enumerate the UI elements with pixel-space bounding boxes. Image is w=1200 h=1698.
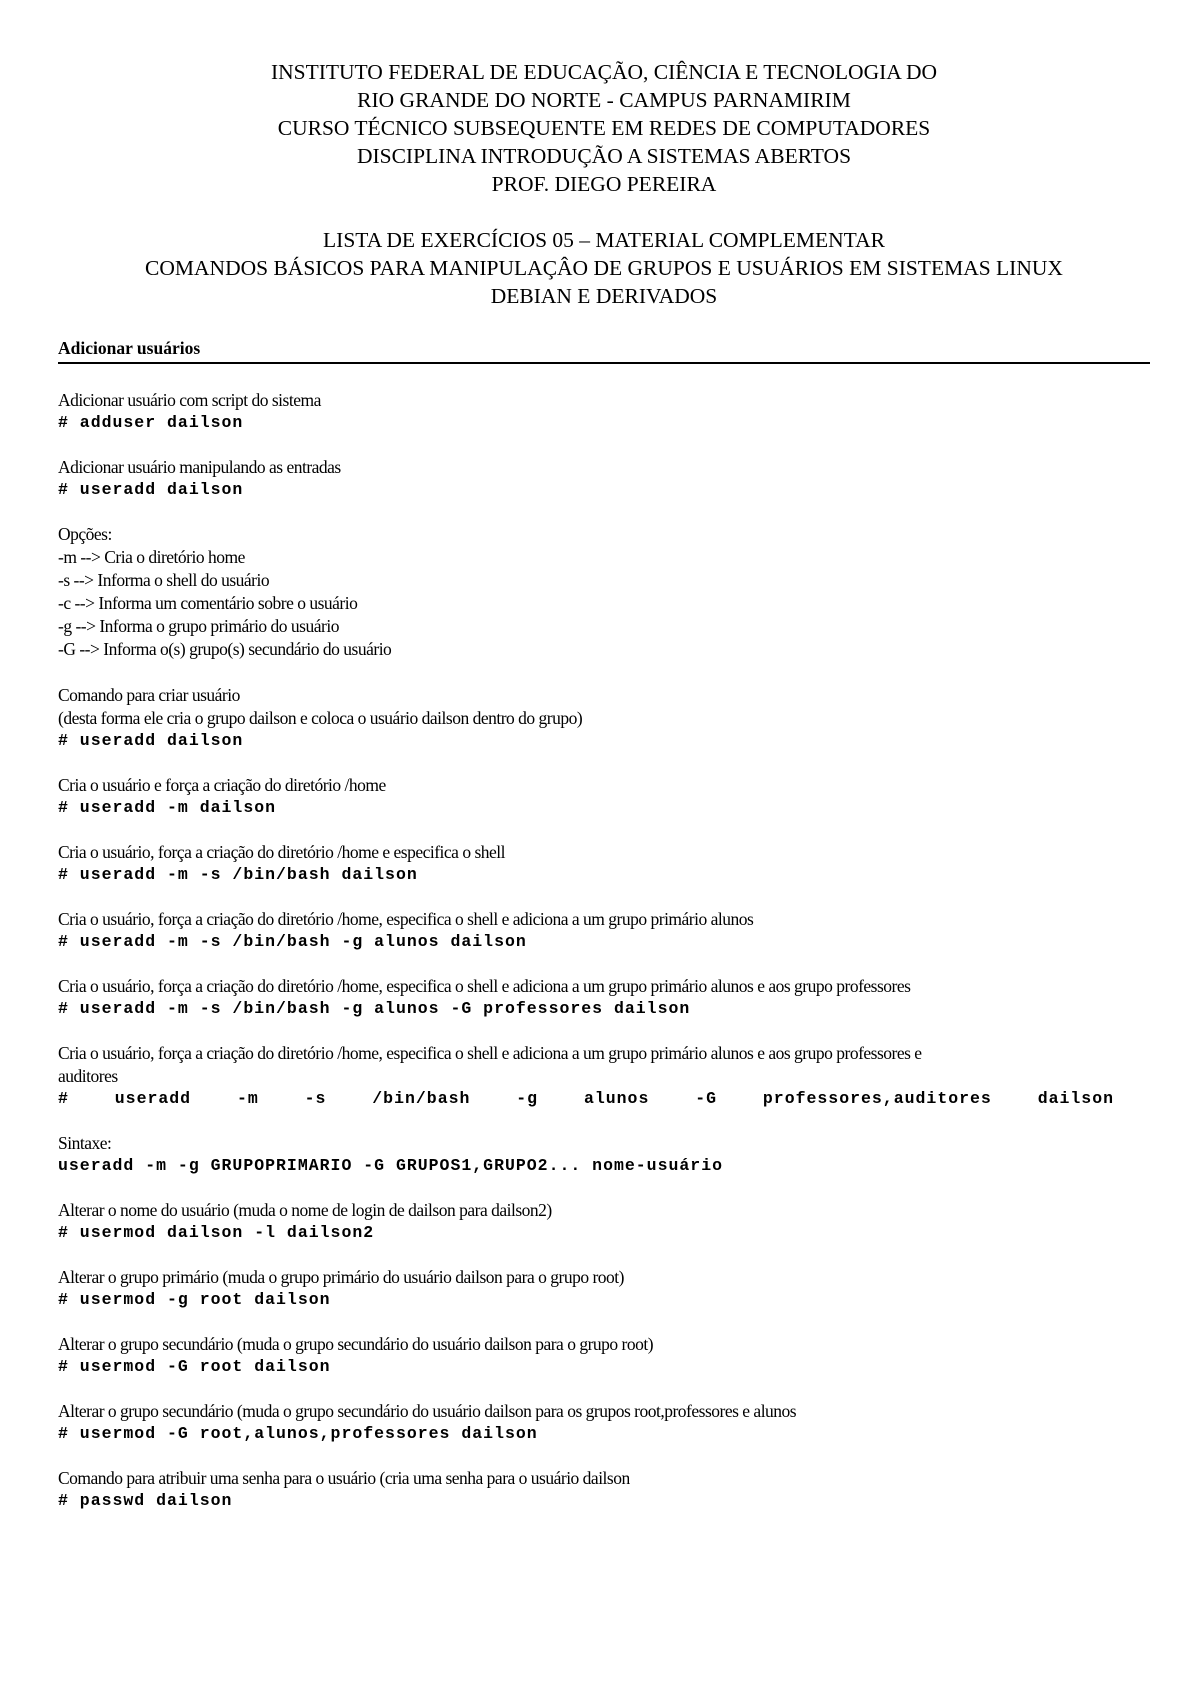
- entry-options: [58, 523, 1150, 661]
- discipline-line: DISCIPLINA INTRODUÇÃO A SISTEMAS ABERTOS: [356, 144, 852, 168]
- entry-description: Cria o usuário, força a criação do diretório /home, especifica o shell e adiciona a um grupo primário alunos e aos grupo professores e: [58, 1043, 922, 1063]
- entry-description: Cria o usuário, força a criação do diretório /home, especifica o shell e adiciona a um grupo primário alunos e aos grupo professores: [58, 976, 911, 996]
- section-heading: Adicionar usuários: [58, 337, 1150, 364]
- option-item: -s --> Informa o shell do usuário: [58, 570, 270, 590]
- entry-create-user: [58, 684, 1150, 751]
- option-item: -G --> Informa o(s) grupo(s) secundário do usuário: [58, 639, 392, 659]
- institution-line: INSTITUTO FEDERAL DE EDUCAÇÃO, CIÊNCIA E TECNOLOGIA DO: [270, 60, 938, 84]
- command-line: # useradd -m -s /bin/bash dailson: [58, 865, 418, 884]
- command-line: # useradd -m dailson: [58, 798, 277, 817]
- command-token: -m: [236, 1089, 259, 1108]
- entry-description: Adicionar usuário com script do sistema: [58, 390, 321, 410]
- command-line: # useradd dailson: [58, 480, 244, 499]
- header-spacer: [58, 198, 1150, 226]
- entry-description: Cria o usuário, força a criação do diretório /home e especifica o shell: [58, 842, 506, 862]
- command-line: # useradd dailson: [58, 731, 244, 750]
- entry-description: Comando para atribuir uma senha para o usuário (cria uma senha para o usuário dailson: [58, 1468, 630, 1488]
- entry-change-secondary-groups: [58, 1400, 1150, 1444]
- document-header: [58, 58, 1150, 310]
- command-token: /bin/bash: [372, 1089, 471, 1108]
- command-line: # adduser dailson: [58, 413, 244, 432]
- entry-adduser: [58, 389, 1150, 433]
- option-item: -g --> Informa o grupo primário do usuário: [58, 616, 339, 636]
- entry-description: Alterar o grupo primário (muda o grupo primário do usuário dailson para o grupo root): [58, 1267, 624, 1287]
- command-token: alunos: [583, 1089, 650, 1108]
- command-token: #: [58, 1089, 69, 1108]
- entry-description: Comando para criar usuário: [58, 685, 240, 705]
- entry-set-password: [58, 1467, 1150, 1511]
- entry-description-note: (desta forma ele cria o grupo dailson e coloca o usuário dailson dentro do grupo): [58, 708, 583, 728]
- list-subtitle: COMANDOS BÁSICOS PARA MANIPULAÇÂO DE GRUPOS E USUÁRIOS EM SISTEMAS LINUX: [145, 256, 1063, 280]
- command-line: useradd -m -g GRUPOPRIMARIO -G GRUPOS1,GRUPO2... nome-usuário: [58, 1156, 723, 1175]
- options-title: Opções:: [58, 524, 112, 544]
- course-line: CURSO TÉCNICO SUBSEQUENTE EM REDES DE COMPUTADORES: [277, 116, 931, 140]
- professor-line: PROF. DIEGO PEREIRA: [491, 172, 717, 196]
- entry-secondary-group: [58, 975, 1150, 1019]
- command-token: dailson: [1037, 1089, 1114, 1108]
- entry-multiple-groups: [58, 1042, 1150, 1109]
- command-line: # usermod -G root,alunos,professores dailson: [58, 1424, 538, 1443]
- command-line: # usermod dailson -l dailson2: [58, 1223, 375, 1242]
- entry-description: Alterar o grupo secundário (muda o grupo secundário do usuário dailson para o grupo root): [58, 1334, 654, 1354]
- command-token: professores,auditores: [762, 1089, 992, 1108]
- document-page: [58, 58, 1150, 1534]
- option-item: -m --> Cria o diretório home: [58, 547, 245, 567]
- command-token: -G: [695, 1089, 718, 1108]
- entry-description: Adicionar usuário manipulando as entradas: [58, 457, 341, 477]
- command-line: [58, 1088, 1114, 1109]
- entry-description: Alterar o grupo secundário (muda o grupo secundário do usuário dailson para os grupos root,professores e alunos: [58, 1401, 797, 1421]
- entry-rename-user: [58, 1199, 1150, 1243]
- command-line: # passwd dailson: [58, 1491, 233, 1510]
- entry-description: Alterar o nome do usuário (muda o nome de login de dailson para dailson2): [58, 1200, 552, 1220]
- entry-description: Cria o usuário e força a criação do diretório /home: [58, 775, 386, 795]
- command-line: # usermod -g root dailson: [58, 1290, 331, 1309]
- entry-useradd: [58, 456, 1150, 500]
- entry-change-primary-group: [58, 1266, 1150, 1310]
- command-line: # usermod -G root dailson: [58, 1357, 331, 1376]
- entry-create-home-shell: [58, 841, 1150, 885]
- entry-description: Sintaxe:: [58, 1133, 112, 1153]
- entry-syntax: [58, 1132, 1150, 1176]
- entry-description: Cria o usuário, força a criação do diretório /home, especifica o shell e adiciona a um grupo primário alunos: [58, 909, 754, 929]
- entry-change-secondary-group: [58, 1333, 1150, 1377]
- option-item: -c --> Informa um comentário sobre o usuário: [58, 593, 358, 613]
- command-token: useradd: [114, 1089, 192, 1108]
- campus-line: RIO GRANDE DO NORTE - CAMPUS PARNAMIRIM: [357, 88, 851, 112]
- command-token: -g: [516, 1089, 539, 1108]
- entry-primary-group: [58, 908, 1150, 952]
- command-token: -s: [304, 1089, 327, 1108]
- list-title: LISTA DE EXERCÍCIOS 05 – MATERIAL COMPLEMENTAR: [323, 228, 885, 252]
- entry-create-home: [58, 774, 1150, 818]
- section-content: [58, 389, 1150, 1511]
- entry-description-continued: auditores: [58, 1066, 118, 1086]
- list-subtitle-continued: DEBIAN E DERIVADOS: [490, 284, 718, 308]
- command-line: # useradd -m -s /bin/bash -g alunos -G professores dailson: [58, 999, 691, 1018]
- command-line: # useradd -m -s /bin/bash -g alunos dailson: [58, 932, 527, 951]
